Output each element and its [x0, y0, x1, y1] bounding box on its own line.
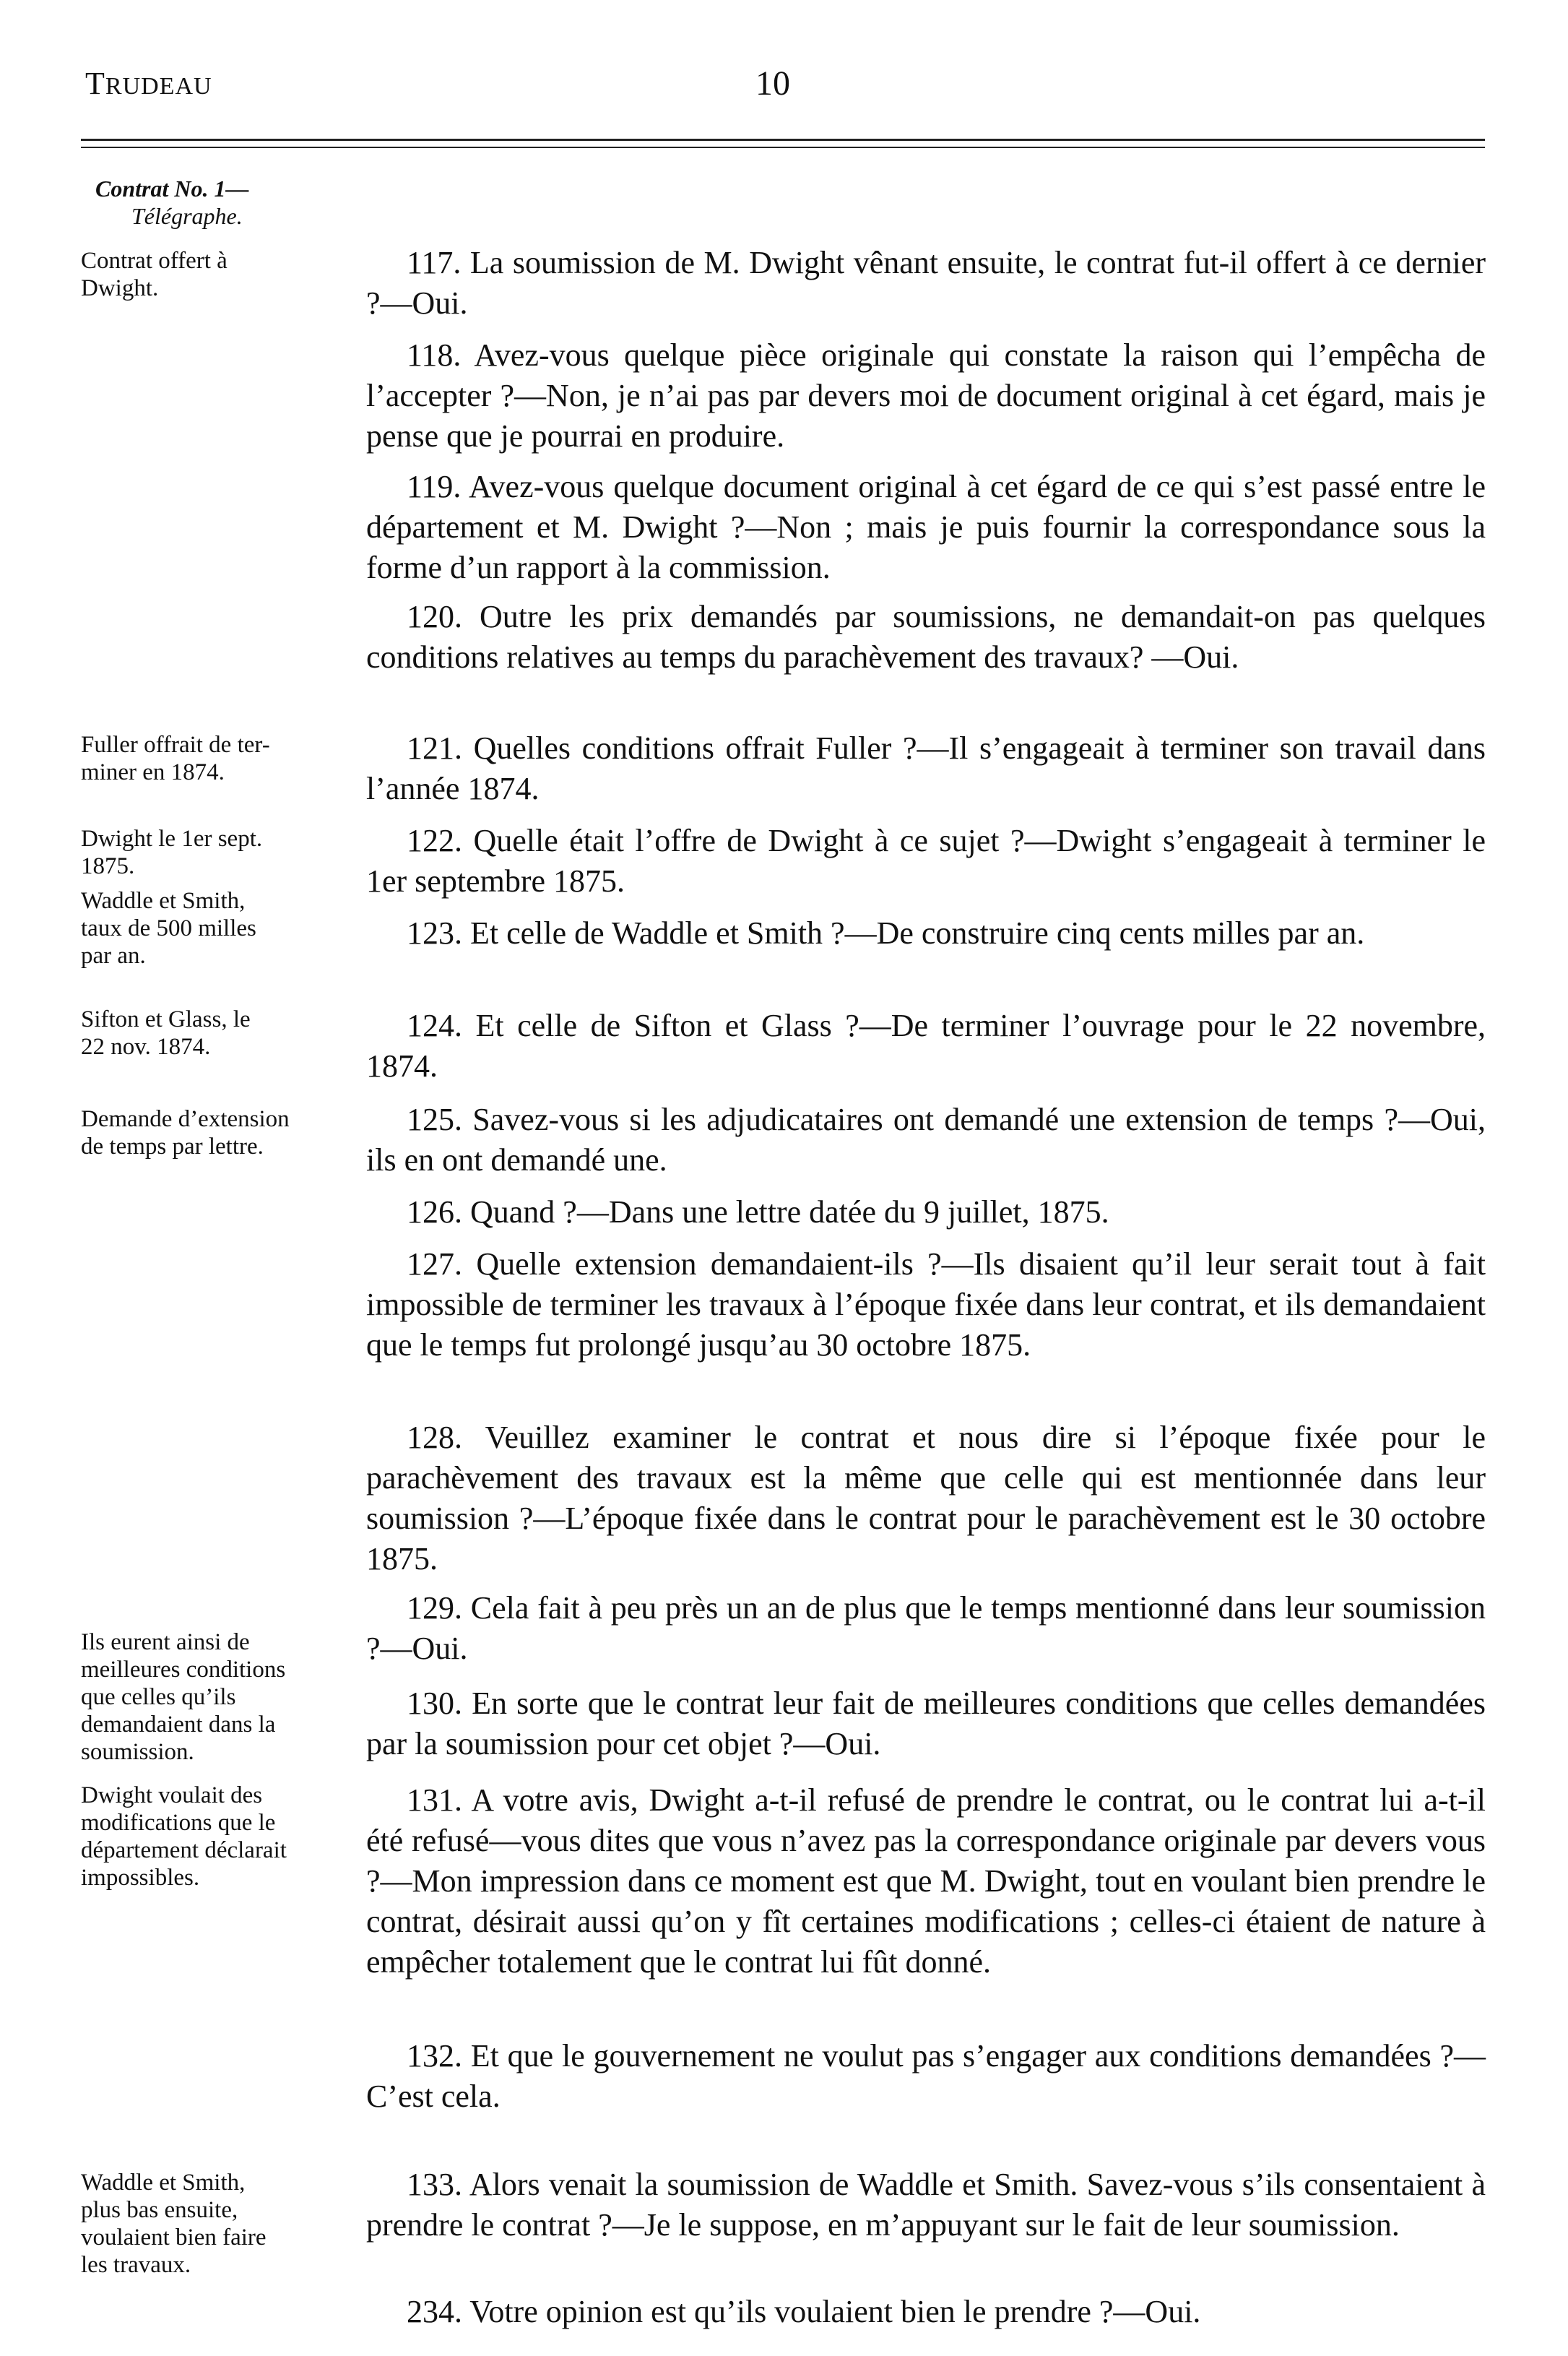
margin-note-line: Fuller offrait de ter-: [81, 732, 270, 758]
section-heading-line: Télégraphe.: [131, 203, 243, 229]
section-heading-line: Contrat No. 1—: [95, 176, 249, 202]
question-number: 126.: [407, 1194, 462, 1230]
margin-note: [81, 2169, 363, 2279]
margin-note-line: miner en 1874.: [81, 759, 225, 785]
section-heading: [95, 175, 248, 230]
question-number: 118.: [407, 337, 462, 373]
margin-note: [81, 1105, 363, 1160]
question-number: 127.: [407, 1246, 462, 1282]
margin-note-line: par an.: [81, 943, 146, 969]
margin-note-line: Dwight.: [81, 275, 159, 301]
question-number: 131.: [407, 1782, 462, 1818]
question-number: 123.: [407, 915, 462, 951]
margin-note-line: Ils eurent ainsi de: [81, 1629, 250, 1655]
question-text: La soumission de M. Dwight vênant ensuite, le contrat fut-il offert à ce dernier ?—Oui.: [366, 245, 1486, 321]
margin-note: [81, 1782, 363, 1891]
question-text: Et celle de Waddle et Smith ?—De construire cinq cents milles par an.: [470, 915, 1365, 951]
question-text: Avez-vous quelque pièce originale qui constate la raison qui l’empêcha de l’accepter ?—Non, je n’ai pas par devers moi de document original à cet égard, mais je pense que je pourrai en produire.: [366, 337, 1486, 454]
header-initial: T: [85, 66, 105, 101]
question-text: Savez-vous si les adjudicataires ont demandé une extension de temps ?—Oui, ils en ont demandé une.: [366, 1102, 1486, 1178]
margin-note: [81, 731, 363, 786]
question-paragraph: [366, 467, 1486, 588]
margin-note-line: meilleures conditions: [81, 1657, 286, 1683]
question-number: 234.: [407, 2294, 462, 2329]
question-number: 122.: [407, 823, 462, 858]
margin-note-line: Demande d’extension: [81, 1106, 290, 1132]
question-paragraph: [366, 1100, 1486, 1181]
question-number: 124.: [407, 1008, 462, 1043]
question-paragraph: [366, 821, 1486, 902]
question-text: Et celle de Sifton et Glass ?—De terminer l’ouvrage pour le 22 novembre, 1874.: [366, 1008, 1486, 1084]
margin-note-line: modifications que le: [81, 1810, 276, 1836]
margin-note: [81, 825, 363, 880]
margin-note: [81, 247, 363, 302]
question-number: 125.: [407, 1102, 462, 1137]
margin-note-line: les travaux.: [81, 2252, 191, 2278]
margin-note-line: voulaient bien faire: [81, 2225, 267, 2251]
question-text: Votre opinion est qu’ils voulaient bien le prendre ?—Oui.: [469, 2294, 1201, 2329]
margin-note: [81, 1006, 363, 1061]
question-paragraph: [366, 1192, 1486, 1233]
margin-note-line: que celles qu’ils: [81, 1684, 236, 1710]
margin-note-line: soumission.: [81, 1739, 194, 1765]
question-number: 129.: [407, 1590, 462, 1626]
header-title-rest: RUDEAU: [105, 73, 212, 100]
margin-note-line: demandaient dans la: [81, 1712, 276, 1738]
question-number: 128.: [407, 1420, 462, 1455]
question-text: Quelles conditions offrait Fuller ?—Il s’engageait à terminer son travail dans l’année 1874.: [366, 730, 1486, 806]
question-text: Alors venait la soumission de Waddle et Smith. Savez-vous s’ils consentaient à prendre le contrat ?—Je le suppose, en m’appuyant sur le fait de leur soumission.: [366, 2167, 1486, 2243]
margin-note-line: impossibles.: [81, 1865, 200, 1891]
question-text: Quelle extension demandaient-ils ?—Ils disaient qu’il leur serait tout à fait impossible de terminer les travaux à l’époque fixée dans leur contrat, et ils demandaient que le temps fut prolongé jusqu’au 30 octobre 1875.: [366, 1246, 1486, 1363]
margin-note-line: Dwight voulait des: [81, 1782, 263, 1808]
question-paragraph: [366, 1780, 1486, 1982]
margin-note-line: taux de 500 milles: [81, 915, 256, 941]
question-text: Cela fait à peu près un an de plus que le temps mentionné dans leur soumission ?—Oui.: [366, 1590, 1486, 1666]
question-text: Veuillez examiner le contrat et nous dire si l’époque fixée pour le parachèvement des travaux est la même que celle qui est mentionnée dans leur soumission ?—L’époque fixée dans le contrat pour le parachèvement est le 30 octobre 1875.: [366, 1420, 1486, 1576]
margin-note: [81, 1628, 363, 1766]
question-number: 132.: [407, 2038, 462, 2074]
question-paragraph: [366, 1006, 1486, 1087]
header-rule-secondary: [81, 147, 1485, 148]
margin-note-line: 22 nov. 1874.: [81, 1034, 211, 1060]
header-rule: [81, 139, 1485, 141]
margin-note-line: Waddle et Smith,: [81, 888, 246, 914]
question-text: En sorte que le contrat leur fait de meilleures conditions que celles demandées par la soumission pour cet objet ?—Oui.: [366, 1686, 1486, 1761]
margin-note-line: département déclarait: [81, 1837, 287, 1863]
question-number: 119.: [407, 469, 462, 504]
page-number: 10: [755, 64, 790, 103]
question-paragraph: [366, 243, 1486, 324]
question-number: 133.: [407, 2167, 462, 2202]
question-text: Outre les prix demandés par soumissions, ne demandait-on pas quelques conditions relatives au temps du parachèvement des travaux? —Oui.: [366, 599, 1486, 675]
margin-note-line: Waddle et Smith,: [81, 2170, 246, 2196]
question-paragraph: [366, 1418, 1486, 1579]
question-text: A votre avis, Dwight a-t-il refusé de prendre le contrat, ou le contrat lui a-t-il été refusé—vous dites que vous n’avez pas la correspondance originale par devers vous ?—Mon impression dans ce moment est que M. Dwight, tout en voulant bien prendre le contrat, désirait aussi qu’on y fît certaines modifications ; celles-ci étaient de nature à empêcher totalement que le contrat lui fût donné.: [366, 1782, 1486, 1980]
question-paragraph: [366, 1244, 1486, 1365]
question-text: Quelle était l’offre de Dwight à ce sujet ?—Dwight s’engageait à terminer le 1er septembre 1875.: [366, 823, 1486, 899]
margin-note-line: de temps par lettre.: [81, 1134, 264, 1160]
question-paragraph: [366, 597, 1486, 678]
margin-note-line: Dwight le 1er sept.: [81, 826, 263, 852]
question-paragraph: [366, 335, 1486, 457]
running-header: [85, 65, 212, 102]
question-paragraph: [366, 728, 1486, 809]
question-paragraph: [366, 913, 1486, 954]
margin-note-line: Contrat offert à: [81, 248, 228, 274]
question-text: Quand ?—Dans une lettre datée du 9 juillet, 1875.: [470, 1194, 1109, 1230]
margin-note-line: Sifton et Glass, le: [81, 1006, 251, 1032]
question-paragraph: [366, 2036, 1486, 2117]
margin-note-line: 1875.: [81, 853, 135, 879]
question-paragraph: [366, 2292, 1486, 2332]
question-number: 117.: [407, 245, 462, 280]
question-paragraph: [366, 2165, 1486, 2245]
question-paragraph: [366, 1683, 1486, 1764]
question-text: Et que le gouvernement ne voulut pas s’engager aux conditions demandées ?—C’est cela.: [366, 2038, 1486, 2114]
question-paragraph: [366, 1588, 1486, 1669]
question-number: 130.: [407, 1686, 462, 1721]
question-number: 121.: [407, 730, 462, 766]
question-number: 120.: [407, 599, 462, 634]
margin-note-line: plus bas ensuite,: [81, 2197, 238, 2223]
margin-note: [81, 887, 363, 970]
question-text: Avez-vous quelque document original à cet égard de ce qui s’est passé entre le département et M. Dwight ?—Non ; mais je puis fournir la correspondance sous la forme d’un rapport à la commission.: [366, 469, 1486, 585]
